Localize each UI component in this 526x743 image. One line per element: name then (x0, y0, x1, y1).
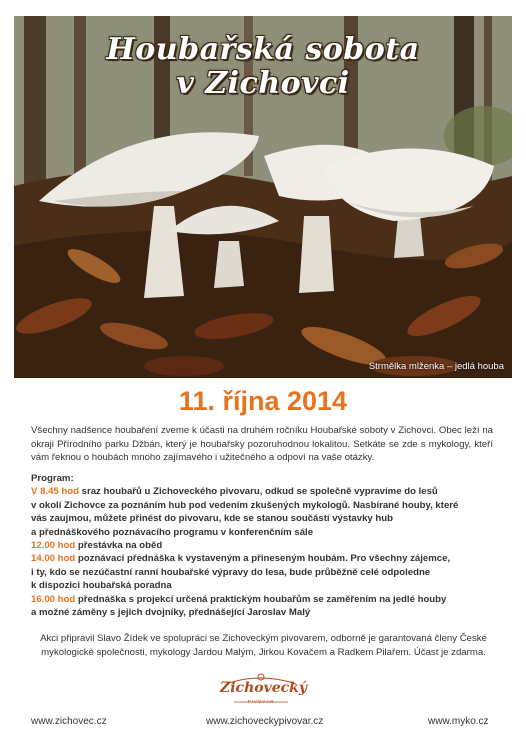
program-line (31, 526, 501, 539)
program-text: poznávací přednáška k vystaveným a přineseným houbám. Pro všechny zájemce, (75, 553, 451, 565)
brewery-logo (220, 672, 307, 708)
program-line (31, 499, 501, 512)
program-section (31, 472, 501, 619)
intro-paragraph: Všechny nadšence houbaření zveme k účasti na druhém ročníku Houbařské soboty v Zichovci. Obec leží na okraji Přírodního parku Džbán, který je houbařsky pozoruhodnou lokalitou. Setkáte se zde s mykology, kteří vám řeknou o houbách mnoho zajímavého i užitečného a odpoví na vaše otázky. (31, 425, 493, 463)
program-text: vás zaujmou, můžete přinést do pivovaru, kde se stanou součástí výstavky hub (31, 513, 394, 525)
program-line (31, 566, 501, 579)
program-text: v okolí Zichovce za poznáním hub pod vedením zkušených mykologů. Nasbírané houby, které (31, 499, 459, 511)
footer-link-zichovec[interactable]: www.zichovec.cz (31, 716, 107, 727)
program-time: 14.00 hod (31, 553, 76, 565)
footer-link-myko[interactable]: www.myko.cz (428, 716, 489, 727)
program-time: V 8.45 hod (31, 486, 79, 498)
program-text: k dispozici houbařská poradna (31, 580, 172, 592)
program-text: přestávka na oběd (75, 540, 163, 552)
poster-title-line2: v Zichovci (176, 66, 350, 101)
program-text: sraz houbařů u Zichoveckého pivovaru, odkud se společně vypravíme do lesů (78, 486, 438, 498)
program-line (31, 539, 501, 552)
program-line (31, 485, 501, 498)
program-line (31, 606, 501, 619)
program-text: a možné záměny s jejich dvojníky, přednášející Jaroslav Malý (31, 607, 311, 619)
program-heading: Program: (31, 473, 74, 484)
mushroom-photo (14, 16, 512, 378)
event-date: 11. října 2014 (178, 386, 348, 416)
poster-title-line1: Houbařská sobota (106, 32, 420, 67)
photo-caption: Strmělka mlženka – jedlá houba (368, 361, 504, 372)
program-line (31, 512, 501, 525)
program-line (31, 579, 501, 592)
program-line (31, 552, 501, 565)
logo-text: Zichovecký (220, 680, 307, 696)
closing-paragraph: Akci připravil Slavo Žídek ve spolupráci se Zichoveckým pivovarem, odborně je garantovaná členy České mykologické společnosti, mykology Jardou Malým, Jirkou Kovačem a Radkem Pilařem. Účast je zdarma. (40, 633, 487, 658)
footer-link-pivovar[interactable]: www.zichoveckypivovar.cz (206, 716, 324, 727)
program-text: i ty, kdo se nezúčastní ranní houbařské výpravy do lesa, bude průběžně celé odpoledne (31, 566, 431, 578)
program-line (31, 593, 501, 606)
program-time: 12.00 hod (31, 540, 76, 552)
program-text: a přednáškového poznávacího programu v konferenčním sále (31, 526, 314, 538)
logo-subtext: PIVOVAR (247, 699, 275, 704)
program-text: přednáška s projekcí určená praktickým houbařům se zaměřením na jedlé houby (75, 593, 447, 605)
program-time: 16.00 hod (31, 593, 76, 605)
